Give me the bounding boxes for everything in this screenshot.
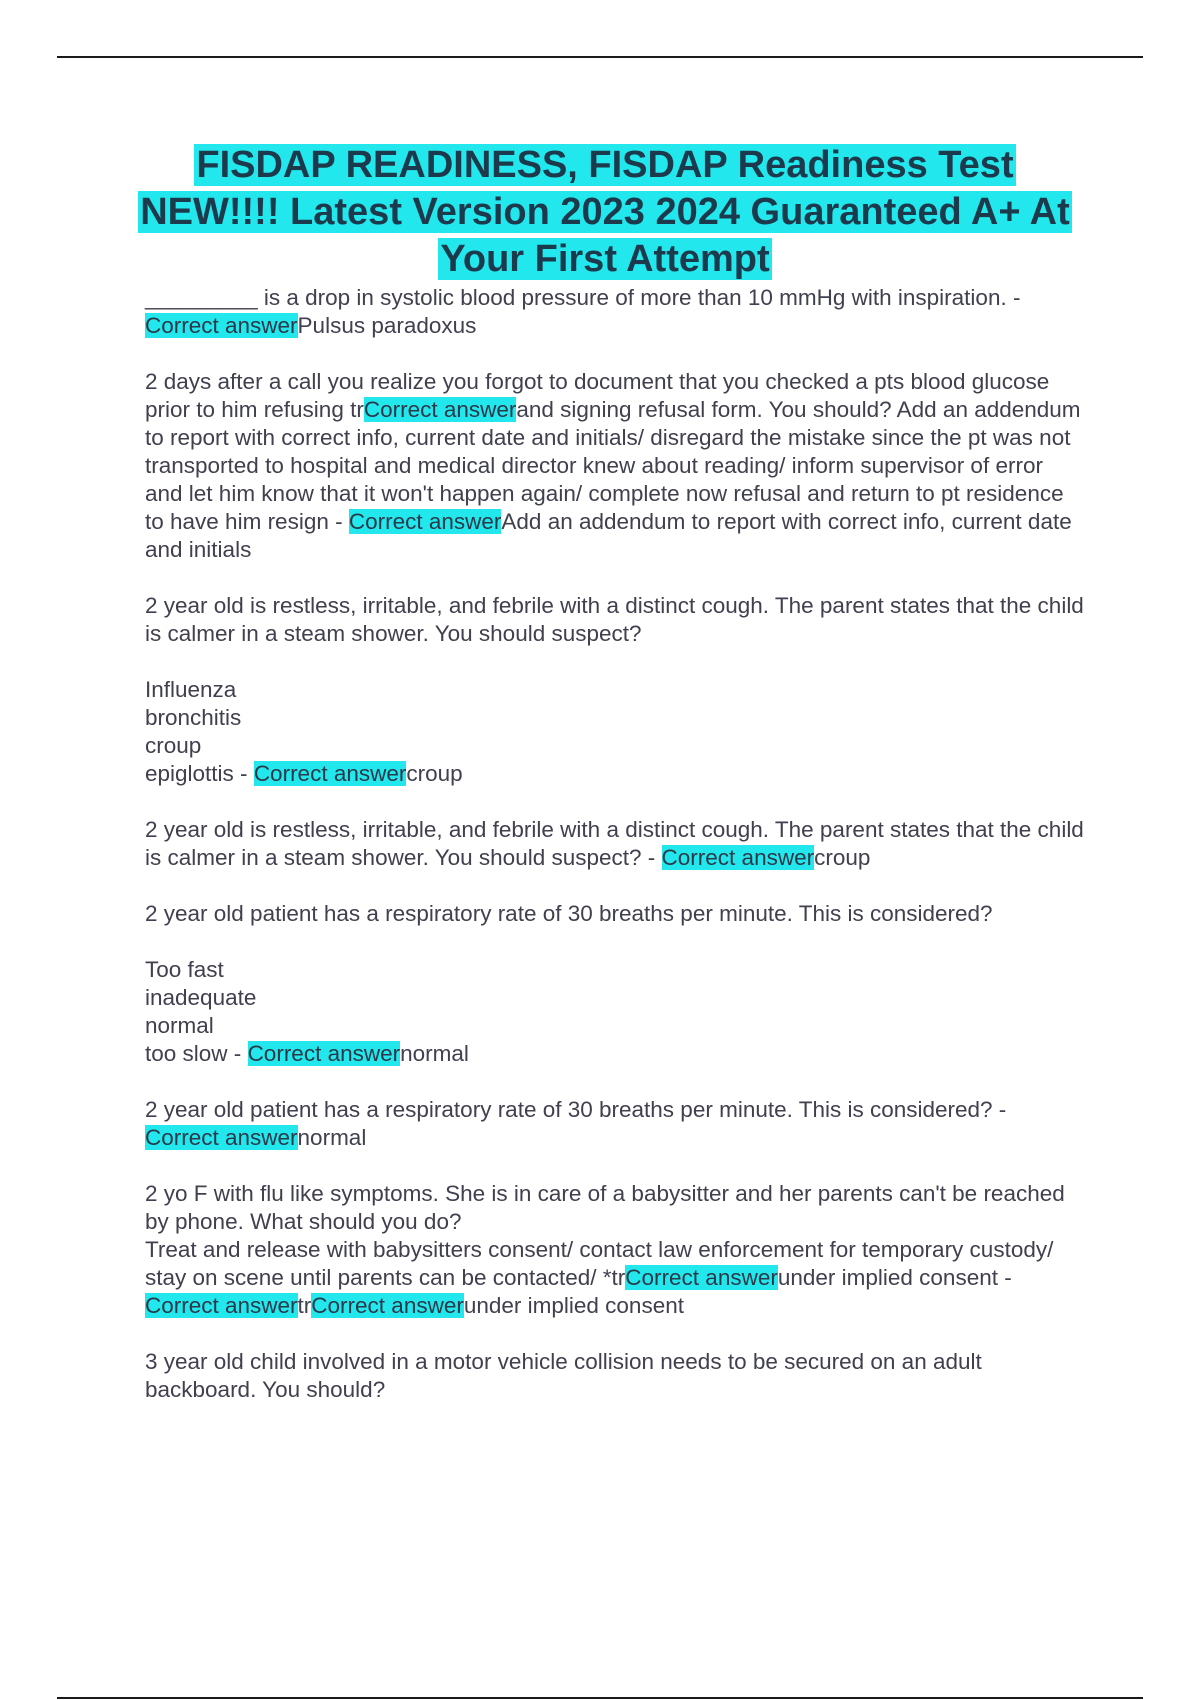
correct-answer-label: Correct answer	[247, 1041, 401, 1066]
correct-answer-label: Correct answer	[661, 845, 815, 870]
correct-answer-label: Correct answer	[253, 761, 407, 786]
qa-item-2	[145, 368, 1085, 564]
correct-answer-label: Correct answer	[145, 1293, 298, 1318]
qa-item-5-options	[145, 956, 1085, 1068]
answer-text: croup	[814, 845, 871, 870]
option-text: inadequate	[145, 985, 257, 1010]
option-text: Influenza	[145, 677, 237, 702]
document-title	[130, 142, 1080, 283]
correct-answer-label: Correct answer	[363, 397, 517, 422]
answer-text: normal	[400, 1041, 469, 1066]
qa-item-4	[145, 816, 1085, 872]
correct-answer-label: Correct answer	[311, 1293, 464, 1318]
bottom-rule	[57, 1697, 1143, 1699]
document-body	[145, 284, 1085, 1432]
option-text: too slow -	[145, 1041, 242, 1066]
answer-text: tr	[297, 1293, 312, 1318]
option-text: bronchitis	[145, 705, 242, 730]
qa-item-3-question	[145, 592, 1085, 648]
option-text: Too fast	[145, 957, 224, 982]
answer-text: under implied consent	[463, 1293, 684, 1318]
qa-item-6	[145, 1096, 1085, 1152]
answer-text: under implied consent -	[777, 1265, 1012, 1290]
answer-text: Pulsus paradoxus	[297, 313, 477, 338]
answer-text: croup	[406, 761, 463, 786]
option-text: croup	[145, 733, 202, 758]
question-text: 2 year old patient has a respiratory rate of 30 breaths per minute. This is considered?	[145, 901, 993, 926]
correct-answer-label: Correct answer	[348, 509, 502, 534]
option-text: epiglottis -	[145, 761, 248, 786]
document-title-text: FISDAP READINESS, FISDAP Readiness Test NEW!!!! Latest Version 2023 2024 Guaranteed A+ At Your First Attempt	[140, 144, 1070, 280]
question-text: 2 year old is restless, irritable, and febrile with a distinct cough. The parent states that the child is calmer in a steam shower. You should suspect? -	[145, 817, 1084, 870]
qa-item-3-options	[145, 676, 1085, 788]
question-text: 2 year old is restless, irritable, and febrile with a distinct cough. The parent states that the child is calmer in a steam shower. You should suspect?	[145, 593, 1084, 646]
question-text: 2 yo F with flu like symptoms. She is in care of a babysitter and her parents can't be reached by phone. What should you do?	[145, 1181, 1065, 1234]
qa-item-1	[145, 284, 1085, 340]
answer-text: Add an addendum to report with correct info, current date and initials	[145, 509, 1072, 562]
top-rule	[57, 56, 1143, 58]
option-text: normal	[145, 1013, 214, 1038]
qa-item-5-question	[145, 900, 1085, 928]
question-text: 2 days after a call you realize you forgot to document that you checked a pts blood glucose prior to him refusing tr	[145, 369, 1050, 422]
question-text-continued: Treat and release with babysitters consent/ contact law enforcement for temporary custody/ stay on scene until parents can be contacted/ *tr	[145, 1237, 1054, 1290]
answer-text: normal	[297, 1125, 367, 1150]
question-text: 2 year old patient has a respiratory rate of 30 breaths per minute. This is considered? -	[145, 1097, 1007, 1122]
correct-answer-label: Correct answer	[145, 1125, 298, 1150]
qa-item-7	[145, 1180, 1085, 1320]
correct-answer-label: Correct answer	[625, 1265, 778, 1290]
question-text: _________ is a drop in systolic blood pressure of more than 10 mmHg with inspiration. -	[145, 285, 1021, 310]
question-text-continued: and signing refusal form. You should? Add an addendum to report with correct info, current date and initials/ disregard the mistake since the pt was not transported to hospital and medical director knew about reading/ inform supervisor of error and let him know that it won't happen again/ complete now refusal and return to pt residence to have him resign -	[145, 397, 1081, 534]
correct-answer-label: Correct answer	[145, 313, 298, 338]
qa-item-8	[145, 1348, 1085, 1404]
question-text: 3 year old child involved in a motor vehicle collision needs to be secured on an adult backboard. You should?	[145, 1349, 982, 1402]
